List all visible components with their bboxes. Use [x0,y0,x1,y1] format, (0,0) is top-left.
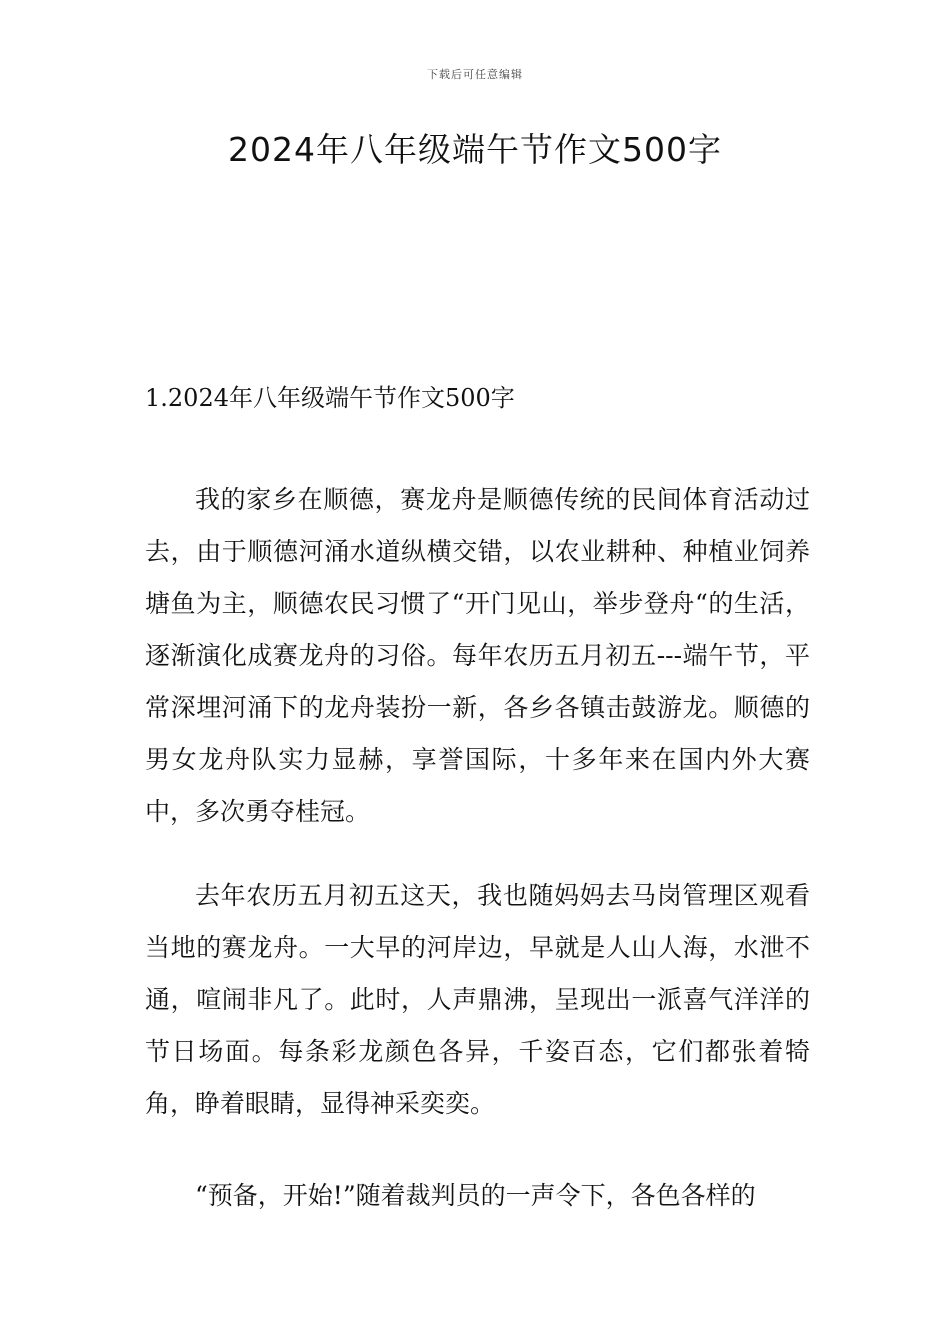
header-note: 下载后可任意编辑 [427,68,523,81]
section-heading: 1.2024年八年级端午节作文500字 [145,384,515,412]
paragraph-2: 去年农历五月初五这天，我也随妈妈去马岗管理区观看当地的赛龙舟。一大早的河岸边，早就是人山人海，水泄不通，喧闹非凡了。此时，人声鼎沸，呈现出一派喜气洋洋的节日场面。每条彩龙颜色各异，千姿百态，它们都张着犄角，睁着眼睛，显得神采奕奕。 [145,881,810,1118]
document-title: 2024年八年级端午节作文500字 [228,130,722,169]
paragraph-1: 我的家乡在顺德，赛龙舟是顺德传统的民间体育活动过去，由于顺德河涌水道纵横交错，以农业耕种、种植业饲养塘鱼为主，顺德农民习惯了“开门见山，举步登舟“的生活，逐渐演化成赛龙舟的习俗。每年农历五月初五---端午节，平常深埋河涌下的龙舟装扮一新，各乡各镇击鼓游龙。顺德的男女龙舟队实力显赫，享誉国际，十多年来在国内外大赛中，多次勇夺桂冠。 [145,485,810,826]
paragraph-3: “预备，开始!”随着裁判员的一声令下，各色各样的 [195,1181,756,1210]
